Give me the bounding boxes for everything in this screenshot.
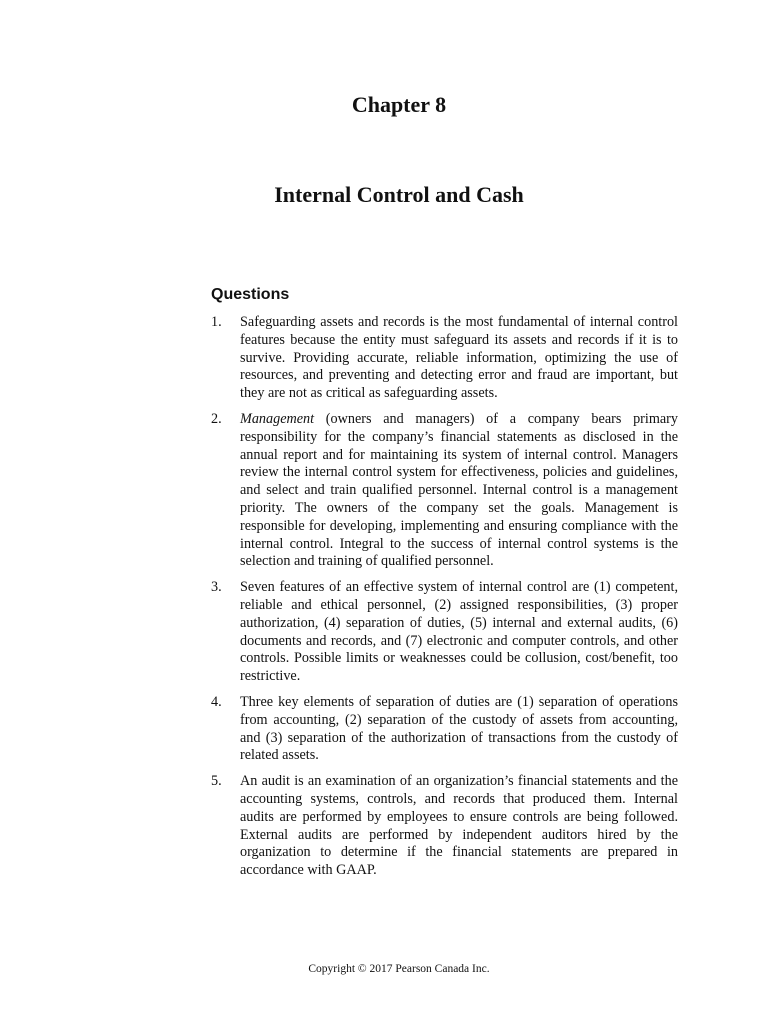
questions-list (211, 314, 678, 888)
chapter-title: Chapter 8 (351, 92, 447, 117)
italic-term: Management (240, 410, 315, 427)
question-item-1 (211, 314, 678, 403)
question-text: An audit is an examination of an organization’s financial statements and the accounting systems, controls, and records that produced them. Internal audits are performed by employees to ensure controls are being followed. External audits are performed by independent auditors hired by the organization to determine if the financial statements are prepared in accordance with GAAP. (240, 773, 678, 879)
question-number: 5. (211, 773, 222, 790)
question-item-4 (211, 694, 678, 765)
question-number: 3. (211, 579, 222, 596)
question-text: Seven features of an effective system of internal control are (1) competent, reliable and ethical personnel, (2) assigned responsibilities, (3) proper authorization, (4) separation of duties, (5) internal and external audits, (6) documents and records, and (7) electronic and computer controls, and other controls. Possible limits or weaknesses could be collusion, cost/benefit, too restrictive. (240, 579, 678, 685)
question-text: Safeguarding assets and records is the most fundamental of internal control features because the entity must safeguard its assets and records if it is to survive. Providing accurate, reliable information, optimizing the use of resources, and preventing and detecting error and fraud are important, but they are not as critical as safeguarding assets. (240, 314, 678, 402)
question-number: 2. (211, 410, 222, 427)
question-number: 4. (211, 693, 222, 710)
question-text: Three key elements of separation of duties are (1) separation of operations from accounting, (2) separation of the custody of assets from accounting, and (3) separation of the authorization of transactions from the custody of related assets. (240, 693, 678, 764)
chapter-subtitle: Internal Control and Cash (274, 182, 524, 207)
section-heading: Questions (211, 286, 290, 303)
question-number: 1. (211, 314, 222, 330)
question-item-3 (211, 579, 678, 686)
question-text-body: (owners and managers) of a company bears primary responsibility for the company’s financial statements as disclosed in the annual report and for maintaining its system of internal control. Managers review the internal control system for effectiveness, policies and guidelines, and select and train qualified personnel. Internal control is a management priority. The owners of the company set the goals. Management is responsible for developing, implementing and ensuring compliance with the internal control. Integral to the success of internal control systems is the selection and training of qualified personnel. (240, 410, 678, 570)
question-item-2 (211, 411, 678, 571)
question-text (240, 411, 678, 571)
question-item-5 (211, 773, 678, 880)
copyright-footer: Copyright © 2017 Pearson Canada Inc. (308, 963, 490, 975)
